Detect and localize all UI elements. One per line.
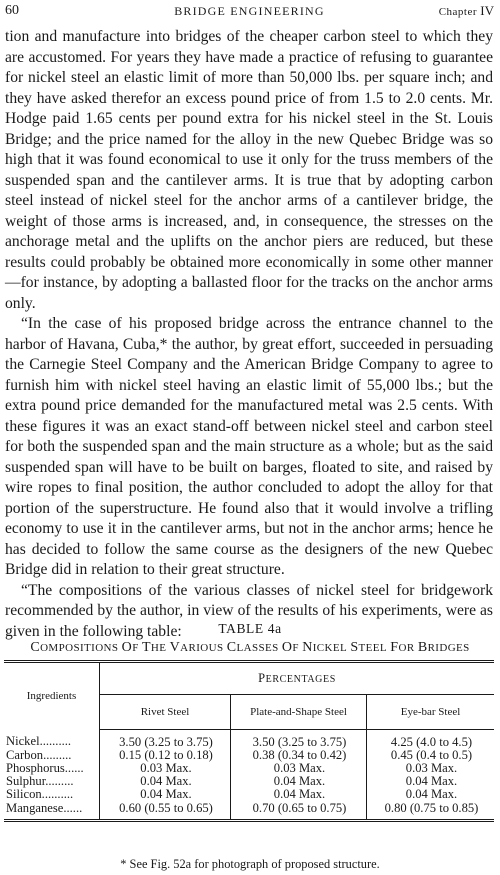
page-number: 60 xyxy=(5,3,19,18)
table-caption xyxy=(0,640,500,656)
table-row xyxy=(4,802,494,821)
ingredient-name: Sulphur......... xyxy=(4,775,100,788)
eyebar-steel-value: 0.04 Max. xyxy=(367,775,495,788)
running-header xyxy=(5,3,494,25)
rivet-steel-value: 0.60 (0.55 to 0.65) xyxy=(119,800,213,815)
ingredient-name: Carbon......... xyxy=(4,749,100,762)
plate-shape-steel-value: 3.50 (3.25 to 3.75) xyxy=(231,729,367,749)
plate-shape-steel-value: 0.03 Max. xyxy=(231,762,367,775)
ingredient-name: Manganese...... xyxy=(4,802,100,821)
ingredient-name: Nickel.......... xyxy=(4,729,100,749)
rivet-steel-value: 0.03 Max. xyxy=(140,760,192,775)
eyebar-steel-value: 0.80 (0.75 to 0.85) xyxy=(367,802,495,821)
table-row xyxy=(4,788,494,801)
header-rivet-steel: Rivet Steel xyxy=(100,694,231,729)
paragraph: “The compositions of the various classes of nickel steel for bridgework recommended by the author, in view of the results of his experiments, were as given in the following table: xyxy=(5,581,493,640)
eyebar-steel-value: 0.45 (0.4 to 0.5) xyxy=(367,749,495,762)
table-row xyxy=(4,749,494,762)
eyebar-steel-value: 4.25 (4.0 to 4.5) xyxy=(367,729,495,749)
rivet-steel-value: 0.04 Max. xyxy=(140,787,192,802)
eyebar-steel-value: 0.04 Max. xyxy=(367,788,495,801)
chapter-word: Chapter xyxy=(438,6,478,18)
table-caption-text: COMPOSITIONS OF THE VARIOUS CLASSES OF NICKEL STEEL FOR BRIDGES xyxy=(30,640,470,655)
ingredient-name: Silicon.......... xyxy=(4,788,100,801)
plate-shape-steel-value: 0.04 Max. xyxy=(231,775,367,788)
paragraph: tion and manufacture into bridges of the cheaper carbon steel to which they are accustomed. For years they have made a practice of refusing to guarantee for nickel steel an elastic limit of more than 50,000 lbs. per square inch; and they have asked therefor an excess pound price of from 1.5 to 2.0 cents. Mr. Hodge paid 1.65 cents per pound extra for his nickel steel in the St. Louis Bridge; and the price named for the alloy in the new Quebec Bridge was so high that it was found economical to use it only for the truss members of the suspended span and the cantilever arms. It is true that by adopting carbon steel instead of nickel steel for the anchor arms of a cantilever bridge, the weight of those arms is increased, and, in consequence, the stresses on the anchorage metal and the uplifts on the anchor piers are reduced, but these results could probably be obtained more economically in some other manner—for instance, by adopting a ballasted floor for the tracks on the anchor arms only. xyxy=(5,28,493,312)
paragraph: “In the case of his proposed bridge across the entrance channel to the harbor of Havana, Cuba,* the author, by great effort, succeeded in persuading the Carnegie Steel Company and the American Bridge Company to agree to furnish him with nickel steel having an elastic limit of 55,000 lbs.; but the extra pound price demanded for the manufactured metal was 2.5 cents. With these figures it was an exact stand-off between nickel steel and carbon steel for both the suspended span and the main structure as a whole; but as the said suspended span will have to be built on barges, floated to site, and raised by wire ropes to final position, the author concluded to adopt the alloy for that portion of the superstructure. He found also that it would involve a trifling economy to use it in the cantilever arms, but not in the anchor arms; hence he has decided to follow the same course as the designers of the new Quebec Bridge did in relation to their great structure. xyxy=(5,315,493,578)
rivet-steel-value: 0.04 Max. xyxy=(140,774,192,789)
chapter-label xyxy=(439,3,494,19)
header-eyebar-steel: Eye-bar Steel xyxy=(367,694,495,729)
table-row xyxy=(4,729,494,749)
rivet-steel-value: 3.50 (3.25 to 3.75) xyxy=(119,734,213,749)
table-label: TABLE 4a xyxy=(218,621,282,636)
running-title: BRIDGE ENGINEERING xyxy=(174,4,325,18)
header-plate-shape-steel: Plate-and-Shape Steel xyxy=(231,694,367,729)
header-ingredients: Ingredients xyxy=(4,662,100,730)
ingredient-name: Phosphorus...... xyxy=(4,762,100,775)
chapter-number: IV xyxy=(480,3,494,18)
body-text xyxy=(5,27,493,642)
header-percentages: PERCENTAGES xyxy=(100,662,495,695)
rivet-steel-value: 0.15 (0.12 to 0.18) xyxy=(119,747,213,762)
eyebar-steel-value: 0.03 Max. xyxy=(367,762,495,775)
plate-shape-steel-value: 0.04 Max. xyxy=(231,788,367,801)
plate-shape-steel-value: 0.70 (0.65 to 0.75) xyxy=(231,802,367,821)
composition-table xyxy=(4,660,494,822)
footnote: * See Fig. 52a for photograph of proposed structure. xyxy=(120,857,380,871)
plate-shape-steel-value: 0.38 (0.34 to 0.42) xyxy=(231,749,367,762)
